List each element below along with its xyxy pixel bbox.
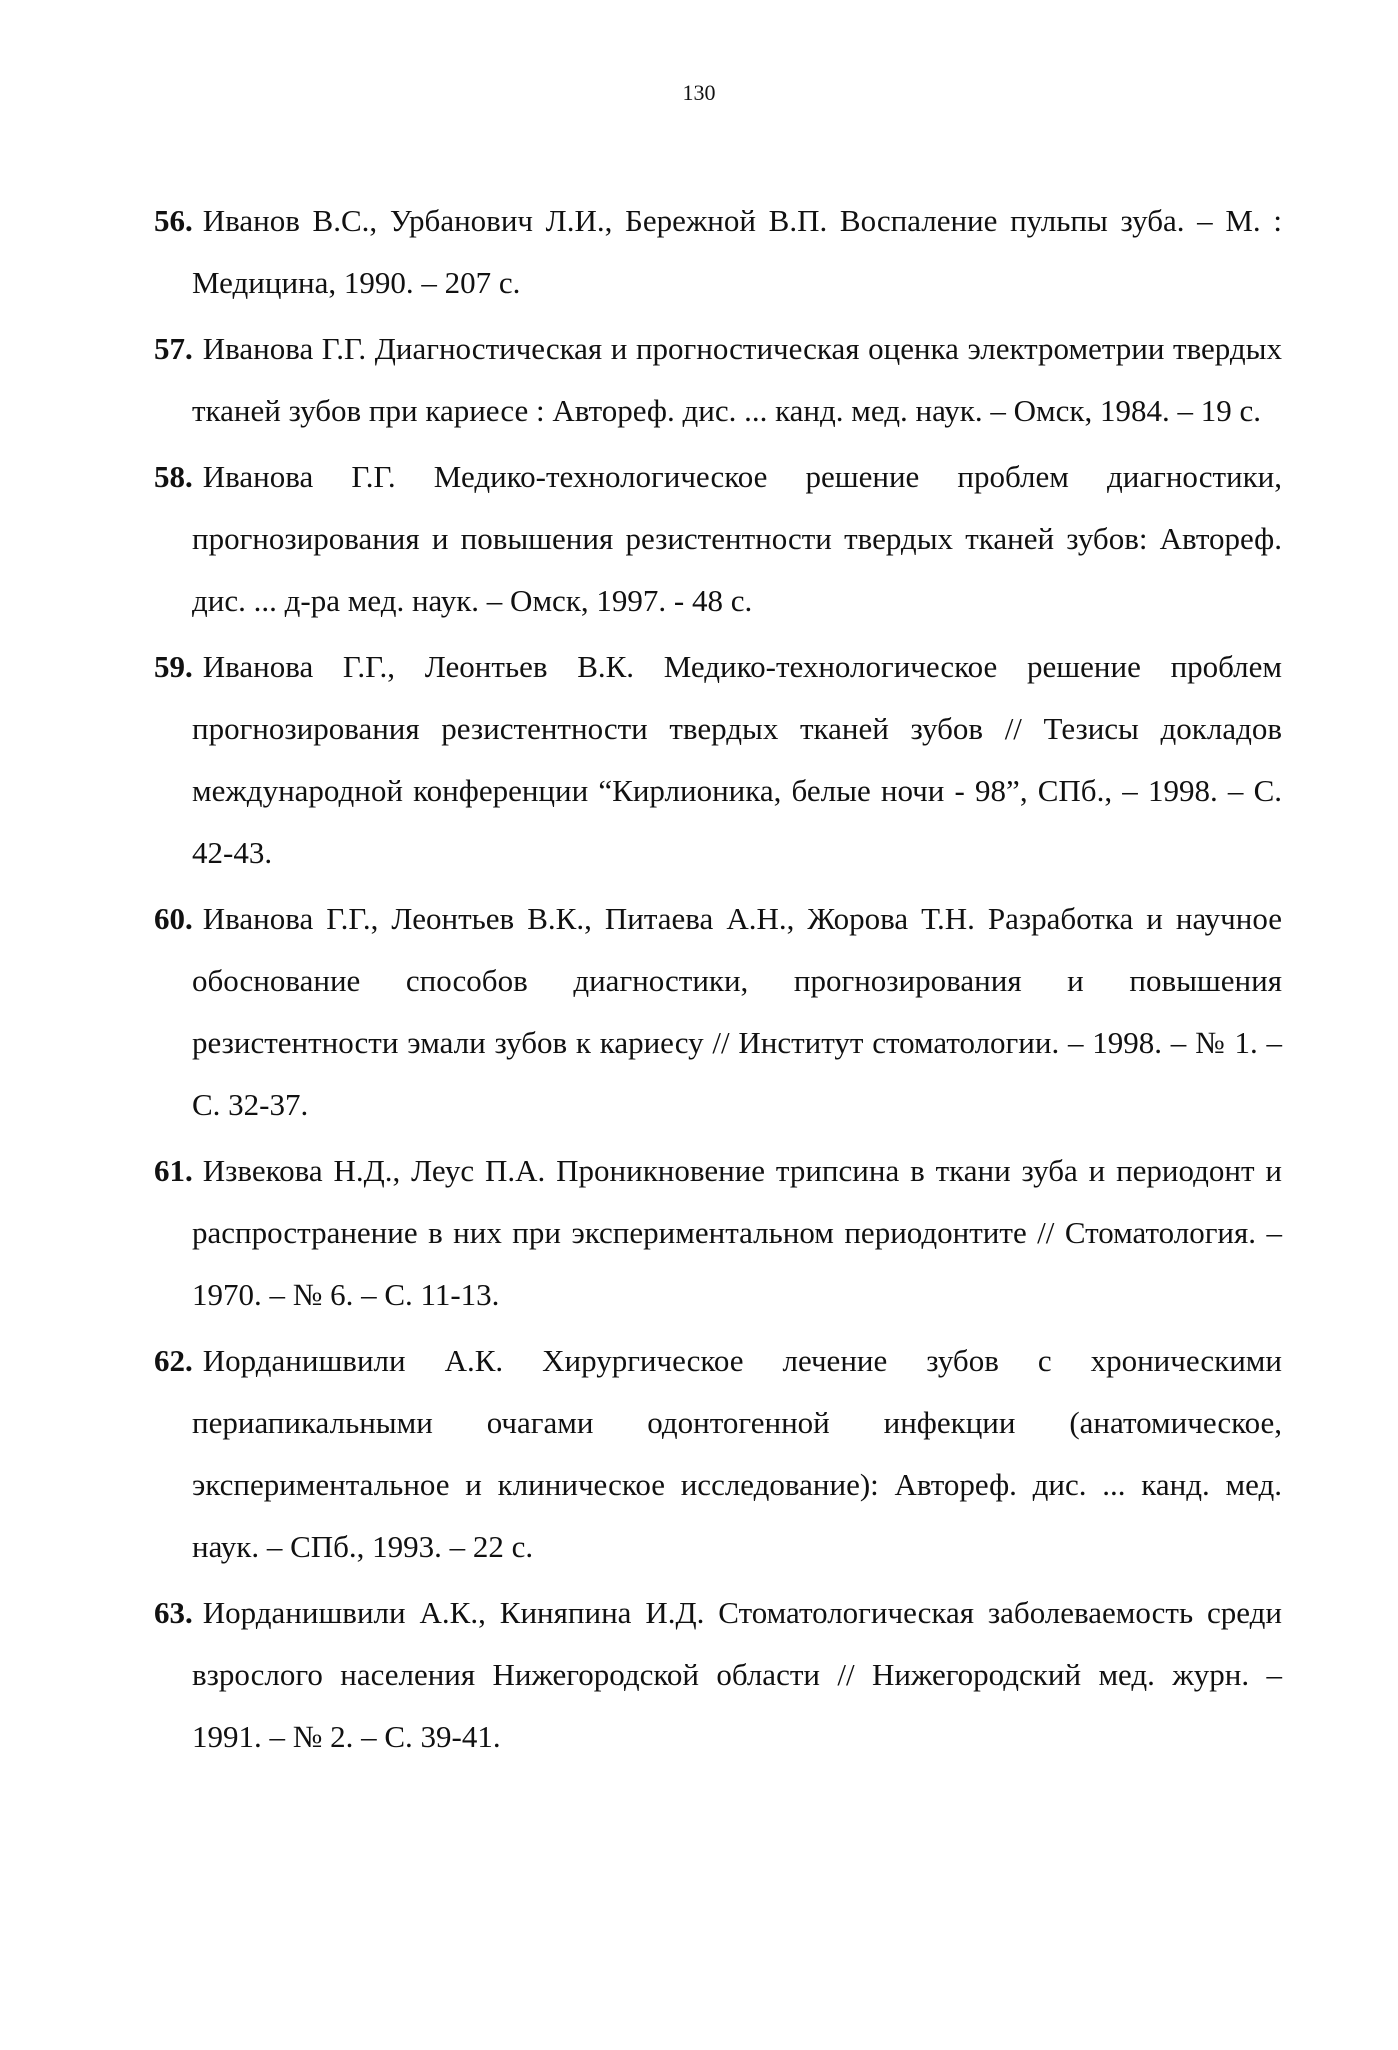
reference-item — [154, 1582, 1282, 1768]
reference-item — [154, 190, 1282, 314]
reference-number: 57. — [154, 331, 193, 366]
reference-text: Иорданишвили А.К. Хирургическое лечение зубов с хроническими периапикальными очагами одонтогенной инфекции (анатомическое, экспериментальное и клиническое исследование): Автореф. дис. ... канд. мед. наук. – СПб., 1993. – 22 с. — [192, 1343, 1282, 1564]
reference-text: Иванова Г.Г., Леонтьев В.К., Питаева А.Н., Жорова Т.Н. Разработка и научное обоснование способов диагностики, прогнозирования и повышения резистентности эмали зубов к кариесу // Институт стоматологии. – 1998. – № 1. – С. 32-37. — [192, 901, 1282, 1122]
reference-item — [154, 888, 1282, 1136]
reference-text: Иванова Г.Г. Медико-технологическое решение проблем диагностики, прогнозирования и повышения резистентности твердых тканей зубов: Автореф. дис. ... д-ра мед. наук. – Омск, 1997. - 48 с. — [192, 459, 1282, 618]
reference-text: Иванова Г.Г., Леонтьев В.К. Медико-технологическое решение проблем прогнозирования резистентности твердых тканей зубов // Тезисы докладов международной конференции “Кирлионика, белые ночи - 98”, СПб., – 1998. – С. 42-43. — [192, 649, 1282, 870]
reference-list — [154, 190, 1282, 1772]
reference-number: 56. — [154, 203, 193, 238]
reference-number: 61. — [154, 1153, 193, 1188]
reference-item — [154, 446, 1282, 632]
reference-number: 60. — [154, 901, 193, 936]
reference-text: Иванов В.С., Урбанович Л.И., Бережной В.П. Воспаление пульпы зуба. – М. : Медицина, 1990. – 207 с. — [192, 203, 1282, 300]
page-number: 130 — [682, 80, 716, 105]
reference-number: 62. — [154, 1343, 193, 1378]
reference-item — [154, 1330, 1282, 1578]
reference-item — [154, 1140, 1282, 1326]
reference-text: Иорданишвили А.К., Киняпина И.Д. Стоматологическая заболеваемость среди взрослого населения Нижегородской области // Нижегородский мед. журн. – 1991. – № 2. – С. 39-41. — [192, 1595, 1282, 1754]
reference-text: Извекова Н.Д., Леус П.А. Проникновение трипсина в ткани зуба и периодонт и распространение в них при экспериментальном периодонтите // Стоматология. – 1970. – № 6. – С. 11-13. — [192, 1153, 1282, 1312]
reference-number: 63. — [154, 1595, 193, 1630]
reference-text: Иванова Г.Г. Диагностическая и прогностическая оценка электрометрии твердых тканей зубов при кариесе : Автореф. дис. ... канд. мед. наук. – Омск, 1984. – 19 с. — [192, 331, 1282, 428]
reference-number: 59. — [154, 649, 193, 684]
reference-number: 58. — [154, 459, 193, 494]
reference-item — [154, 318, 1282, 442]
reference-item — [154, 636, 1282, 884]
